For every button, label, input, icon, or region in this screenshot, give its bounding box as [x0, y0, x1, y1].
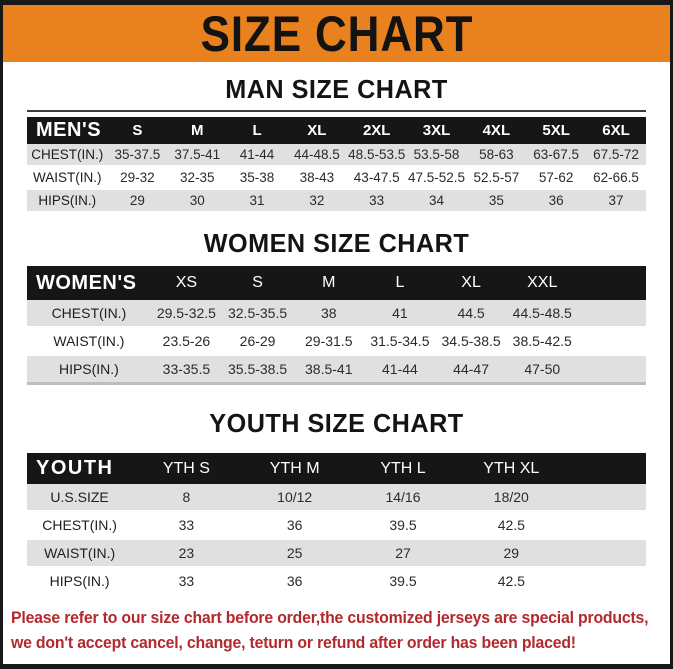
column-header: YTH XL [457, 453, 565, 484]
column-header: S [107, 117, 167, 144]
size-value-cell: 57-62 [526, 166, 586, 189]
column-header: L [364, 266, 435, 300]
size-value-cell: 41-44 [364, 355, 435, 384]
size-table-0 [27, 117, 646, 213]
column-header: 3XL [407, 117, 467, 144]
column-header: S [222, 266, 293, 300]
size-value-cell: 43-47.5 [347, 166, 407, 189]
table-row [27, 511, 646, 539]
size-value-cell: 38.5-41 [293, 355, 364, 384]
size-value-cell: 48.5-53.5 [347, 144, 407, 166]
size-value-cell: 34.5-38.5 [436, 327, 507, 355]
size-value-cell: 31.5-34.5 [364, 327, 435, 355]
table-row [27, 144, 646, 166]
table-label: MEN'S [27, 117, 107, 144]
column-header: YTH L [349, 453, 457, 484]
column-header: M [167, 117, 227, 144]
size-value-cell: 37.5-41 [167, 144, 227, 166]
table-row [27, 355, 646, 384]
women-size-chart-section [3, 229, 670, 385]
row-label: HIPS(IN.) [27, 567, 132, 595]
size-value-cell: 37 [586, 189, 646, 212]
size-value-cell: 44.5 [436, 300, 507, 327]
size-value-cell: 44-48.5 [287, 144, 347, 166]
men-size-chart-section [3, 75, 670, 213]
column-header: XL [436, 266, 507, 300]
size-value-cell: 38.5-42.5 [507, 327, 578, 355]
size-value-cell: 10/12 [241, 484, 349, 511]
size-value-cell: 35.5-38.5 [222, 355, 293, 384]
size-value-cell: 47.5-52.5 [407, 166, 467, 189]
size-value-cell: 32 [287, 189, 347, 212]
column-header: 5XL [526, 117, 586, 144]
column-header: YTH M [241, 453, 349, 484]
size-value-cell: 26-29 [222, 327, 293, 355]
size-value-cell: 62-66.5 [586, 166, 646, 189]
size-value-cell: 52.5-57 [466, 166, 526, 189]
table-label: WOMEN'S [27, 266, 151, 300]
size-value-cell: 25 [241, 539, 349, 567]
youth-section-heading: YOUTH SIZE CHART [209, 408, 464, 438]
row-label: WAIST(IN.) [27, 539, 132, 567]
row-label: HIPS(IN.) [27, 189, 107, 212]
size-value-cell: 42.5 [457, 567, 565, 595]
men-table-topline [27, 110, 646, 112]
size-value-cell: 8 [132, 484, 240, 511]
size-value-cell: 33 [347, 189, 407, 212]
size-value-cell: 63-67.5 [526, 144, 586, 166]
row-spacer [565, 484, 646, 511]
disclaimer-line-2: we don't accept cancel, change, teturn or refund after order has been placed! [11, 633, 576, 652]
size-value-cell: 29-32 [107, 166, 167, 189]
size-value-cell: 33-35.5 [151, 355, 222, 384]
size-value-cell: 18/20 [457, 484, 565, 511]
disclaimer-line-1: Please refer to our size chart before order,the customized jerseys are special products, [11, 608, 649, 627]
row-label: CHEST(IN.) [27, 144, 107, 166]
size-value-cell: 47-50 [507, 355, 578, 384]
column-header: L [227, 117, 287, 144]
table-row [27, 327, 646, 355]
size-value-cell: 23 [132, 539, 240, 567]
row-label: CHEST(IN.) [27, 300, 151, 327]
size-value-cell: 36 [241, 511, 349, 539]
size-value-cell: 41-44 [227, 144, 287, 166]
row-spacer [565, 567, 646, 595]
header-spacer [578, 266, 646, 300]
table-row [27, 539, 646, 567]
size-value-cell: 31 [227, 189, 287, 212]
youth-size-chart-section [3, 409, 670, 596]
men-size-table-container [27, 117, 646, 213]
row-spacer [565, 511, 646, 539]
table-header-row [27, 453, 646, 484]
row-spacer [578, 300, 646, 327]
size-value-cell: 58-63 [466, 144, 526, 166]
women-size-table-container [27, 266, 646, 385]
size-value-cell: 23.5-26 [151, 327, 222, 355]
table-label: YOUTH [27, 453, 132, 484]
page-title: SIZE CHART [200, 5, 473, 62]
table-header-row [27, 266, 646, 300]
size-value-cell: 35 [466, 189, 526, 212]
table-row [27, 567, 646, 595]
row-label: HIPS(IN.) [27, 355, 151, 384]
column-header: 2XL [347, 117, 407, 144]
column-header: M [293, 266, 364, 300]
table-header-row [27, 117, 646, 144]
row-spacer [578, 327, 646, 355]
row-spacer [565, 539, 646, 567]
column-header: XS [151, 266, 222, 300]
size-value-cell: 33 [132, 511, 240, 539]
size-value-cell: 36 [241, 567, 349, 595]
size-value-cell: 67.5-72 [586, 144, 646, 166]
size-table-2 [27, 453, 646, 596]
table-row [27, 189, 646, 212]
table-row [27, 166, 646, 189]
header-spacer [565, 453, 646, 484]
size-value-cell: 53.5-58 [407, 144, 467, 166]
column-header: XL [287, 117, 347, 144]
size-value-cell: 35-38 [227, 166, 287, 189]
size-value-cell: 34 [407, 189, 467, 212]
column-header: XXL [507, 266, 578, 300]
size-table-1 [27, 266, 646, 385]
size-value-cell: 32-35 [167, 166, 227, 189]
table-row [27, 484, 646, 511]
size-value-cell: 35-37.5 [107, 144, 167, 166]
size-value-cell: 29.5-32.5 [151, 300, 222, 327]
size-chart-page [3, 5, 670, 664]
column-header: YTH S [132, 453, 240, 484]
row-label: WAIST(IN.) [27, 327, 151, 355]
size-value-cell: 39.5 [349, 511, 457, 539]
size-value-cell: 27 [349, 539, 457, 567]
title-banner [3, 5, 670, 62]
size-value-cell: 14/16 [349, 484, 457, 511]
size-value-cell: 32.5-35.5 [222, 300, 293, 327]
row-label: WAIST(IN.) [27, 166, 107, 189]
row-label: CHEST(IN.) [27, 511, 132, 539]
size-value-cell: 30 [167, 189, 227, 212]
size-value-cell: 38 [293, 300, 364, 327]
size-value-cell: 38-43 [287, 166, 347, 189]
size-value-cell: 41 [364, 300, 435, 327]
size-value-cell: 36 [526, 189, 586, 212]
women-section-heading: WOMEN SIZE CHART [203, 228, 470, 258]
size-value-cell: 33 [132, 567, 240, 595]
size-value-cell: 42.5 [457, 511, 565, 539]
column-header: 4XL [466, 117, 526, 144]
disclaimer-note [11, 605, 670, 655]
table-row [27, 300, 646, 327]
youth-size-table-container [27, 453, 646, 596]
size-value-cell: 29 [107, 189, 167, 212]
men-section-heading: MAN SIZE CHART [225, 74, 448, 104]
column-header: 6XL [586, 117, 646, 144]
size-value-cell: 39.5 [349, 567, 457, 595]
row-label: U.S.SIZE [27, 484, 132, 511]
size-value-cell: 29-31.5 [293, 327, 364, 355]
size-value-cell: 44.5-48.5 [507, 300, 578, 327]
size-value-cell: 29 [457, 539, 565, 567]
row-spacer [578, 355, 646, 384]
size-value-cell: 44-47 [436, 355, 507, 384]
